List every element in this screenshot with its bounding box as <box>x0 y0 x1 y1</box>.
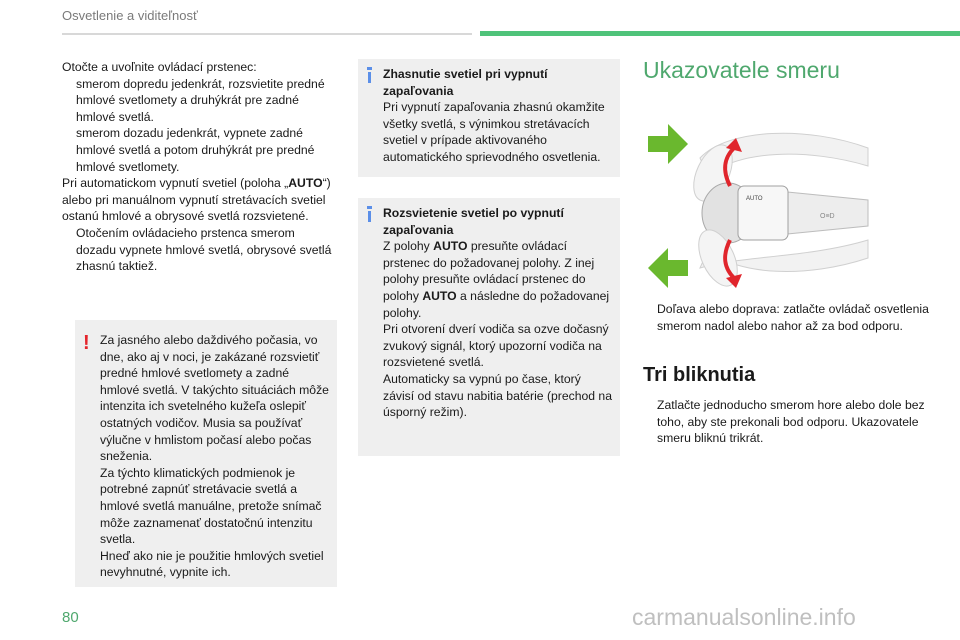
bullet-marker <box>62 125 76 175</box>
text-run: a následne do požadovanej polohy. <box>383 288 610 320</box>
info-icon <box>367 67 372 83</box>
fog-light-instructions <box>62 59 337 275</box>
header-accent-bar <box>480 31 960 36</box>
warning-paragraph: Za jasného alebo daždivého počasia, vo dne, ako aj v noci, je zakázané rozsvietiť predné hmlové svetlomety a zadné hmlové svetlá. V takýchto situáciách môže intenzita ich svetelného kužeľa oslepiť ostatných vodičov. Musia sa používať výlučne v hmlistom počasí alebo počas sneženia. <box>100 333 329 464</box>
lever-main <box>702 183 868 243</box>
arrow-right-icon <box>648 124 688 164</box>
three-blink-instructions <box>643 397 933 447</box>
bullet-marker <box>62 76 76 126</box>
bullet-marker <box>643 397 657 447</box>
section-title: Osvetlenie a viditeľnosť <box>62 8 198 23</box>
text-run: “) alebo pri manuálnom vypnutí stretávacích svetiel ostanú hmlové a obrysové svetlá rozsvietené. <box>62 176 331 224</box>
auto-paragraph <box>62 175 337 225</box>
info-body: Pri vypnutí zapaľovania zhasnú okamžite všetky svetlá, s výnimkou stretávacích svetiel v prípade aktivovaného automatického sprievodného osvetlenia. <box>383 100 605 164</box>
bullet-text: Zatlačte jednoducho smerom hore alebo dole bez toho, aby ste prekonali bod odporu. Ukazovatele smeru bliknú trikrát. <box>657 398 925 446</box>
warning-box <box>75 320 337 587</box>
bullet-text: Otočením ovládacieho prstenca smerom dozadu vypnete hmlové svetlá, obrysové svetlá zhasnú taktiež. <box>76 225 332 274</box>
turn-signal-lever-diagram <box>638 118 878 298</box>
info-icon <box>367 206 372 222</box>
warning-paragraph: Hneď ako nie je použitie hmlových svetiel nevyhnutné, vypnite ich. <box>100 548 324 580</box>
arrow-left-icon <box>648 248 688 288</box>
warning-paragraph: Za týchto klimatických podmienok je potrebné zapnúť stretávacie svetlá a hmlové svetlá manuálne, pretože snímač môže zaznamenať dostatočnú intenzitu svetla. <box>100 465 322 547</box>
text-run: Z polohy <box>383 239 434 254</box>
section-heading: Ukazovatele smeru <box>643 57 840 83</box>
header-rule <box>62 33 472 35</box>
footer-watermark: carmanualsonline.info <box>632 604 856 630</box>
info-paragraph: Pri otvorení dverí vodiča sa ozve dočasný zvukový signál, ktorý upozorní vodiča na rozsvietené svetlá. <box>383 322 609 370</box>
lever-end-label: O≡D <box>820 213 835 220</box>
bullet-marker <box>643 301 657 334</box>
info-title: Rozsvietenie svetiel po vypnutí zapaľovania <box>383 206 564 237</box>
page-number: 80 <box>62 609 79 626</box>
list-item <box>643 301 933 334</box>
bullet-text: smerom dopredu jedenkrát, rozsvietite predné hmlové svetlomety a druhýkrát pre zadné hmlové svetlá. <box>76 76 325 124</box>
bullet-text: smerom dozadu jedenkrát, vypnete zadné hmlové svetlá a potom druhýkrát pre predné hmlové svetlomety. <box>76 126 315 174</box>
info-paragraph: Automaticky sa vypnú po čase, ktorý závisí od stavu nabitia batérie (prechod na úsporný režim). <box>383 371 612 420</box>
list-item <box>643 397 933 447</box>
turn-signal-instructions <box>643 301 933 334</box>
intro-text: Otočte a uvoľnite ovládací prstenec: <box>62 60 257 74</box>
list-item <box>62 76 337 126</box>
list-item <box>62 125 337 175</box>
list-item <box>62 225 337 275</box>
lever-auto-label: AUTO <box>746 196 763 202</box>
text-run: presuňte ovládací prstenec do požadovanej polohy. Z inej polohy presuňte ovládací prstenec do polohy <box>383 239 595 303</box>
text-run: Pri automatickom vypnutí svetiel (poloha „ <box>62 176 289 191</box>
bullet-marker <box>62 225 76 275</box>
info-title: Zhasnutie svetiel pri vypnutí zapaľovania <box>383 67 548 98</box>
info-box-lights-on <box>358 198 620 456</box>
info-box-lights-off <box>358 59 620 177</box>
subsection-heading: Tri bliknutia <box>643 364 756 386</box>
text-run-bold: AUTO <box>288 176 323 191</box>
text-run-bold: AUTO <box>433 239 468 254</box>
warning-icon: ! <box>83 332 90 354</box>
bullet-text: Doľava alebo doprava: zatlačte ovládač osvetlenia smerom nadol alebo nahor až za bod odporu. <box>657 302 929 333</box>
text-run-bold: AUTO <box>422 288 457 303</box>
info-paragraph <box>383 238 614 321</box>
